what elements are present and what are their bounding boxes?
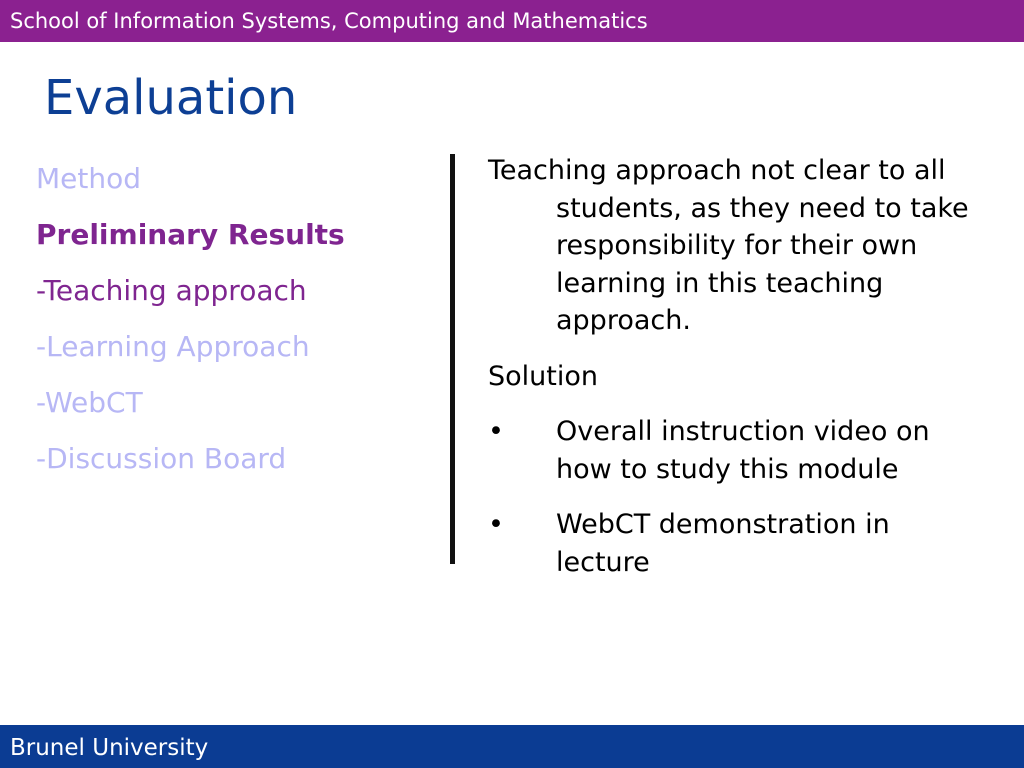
nav-item-discussion-board: -Discussion Board xyxy=(36,442,287,475)
content-panel xyxy=(488,152,978,599)
bullet-text: WebCT demonstration in lecture xyxy=(556,509,890,578)
nav-item-method: Method xyxy=(36,162,142,195)
nav-item-teaching-approach: -Teaching approach xyxy=(36,274,307,307)
bullet-icon: • xyxy=(488,416,504,447)
footer-bar xyxy=(0,725,1024,768)
section-navigation xyxy=(36,160,436,496)
bullet-icon: • xyxy=(488,509,504,540)
institution-name: Brunel University xyxy=(10,735,209,761)
nav-item-preliminary-results: Preliminary Results xyxy=(36,218,345,251)
nav-item-learning-approach: -Learning Approach xyxy=(36,330,310,363)
solution-bullet-1 xyxy=(488,413,978,488)
solution-heading: Solution xyxy=(488,360,598,392)
school-name: School of Information Systems, Computing and Mathematics xyxy=(10,9,648,33)
nav-item-webct: -WebCT xyxy=(36,386,143,419)
vertical-divider xyxy=(450,154,455,564)
page-title: Evaluation xyxy=(44,70,298,126)
problem-statement: Teaching approach not clear to all students, as they need to take responsibility for their own learning in this teaching approach. xyxy=(488,155,969,336)
header-bar xyxy=(0,0,1024,42)
solution-bullet-2 xyxy=(488,506,978,581)
bullet-text: Overall instruction video on how to study this module xyxy=(556,416,930,485)
